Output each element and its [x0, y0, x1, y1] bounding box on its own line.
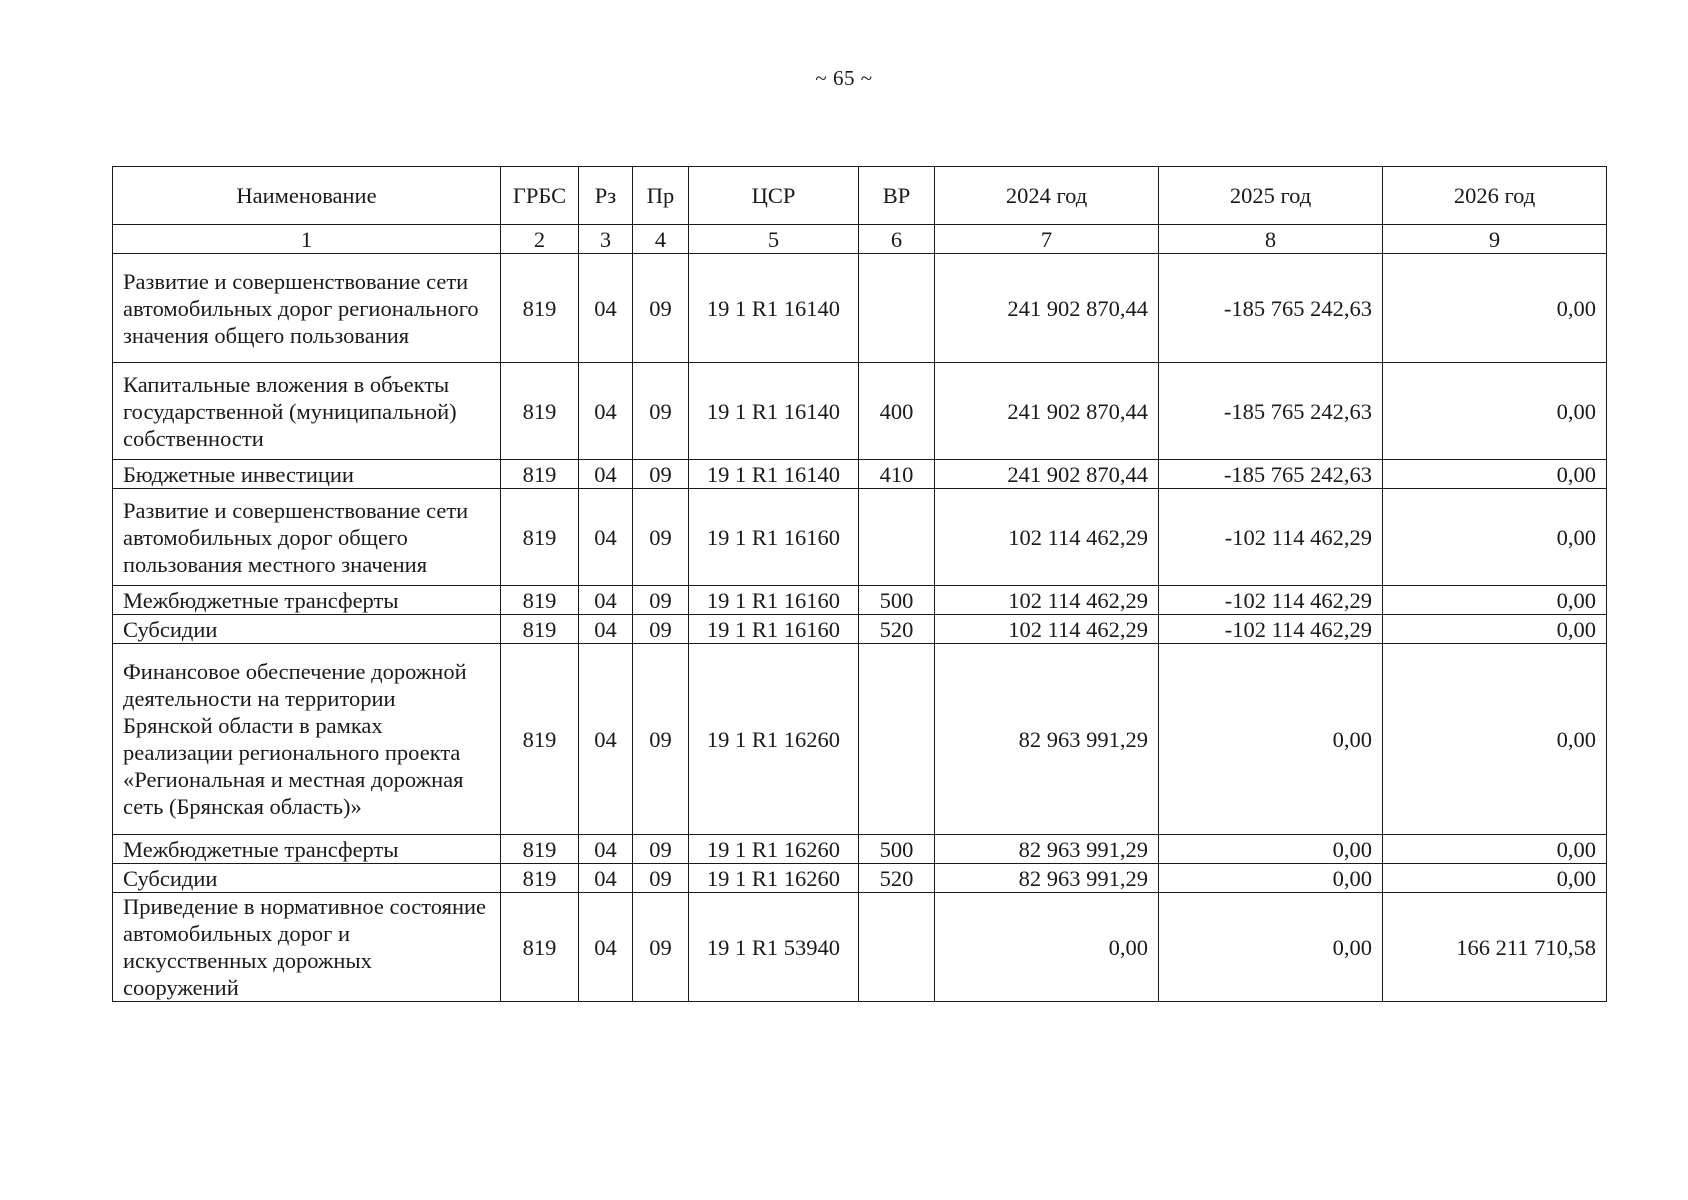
row-grbs: 819 — [501, 460, 579, 489]
column-number-row — [113, 225, 1607, 254]
row-grbs: 819 — [501, 893, 579, 1002]
row-grbs: 819 — [501, 835, 579, 864]
row-csr: 19 1 R1 16260 — [689, 835, 859, 864]
row-csr: 19 1 R1 16140 — [689, 460, 859, 489]
row-grbs: 819 — [501, 489, 579, 586]
row-grbs: 819 — [501, 254, 579, 363]
table-row — [113, 893, 1607, 1002]
row-csr: 19 1 R1 16140 — [689, 254, 859, 363]
row-name: Приведение в нормативное состояние автомобильных дорог и искусственных дорожных сооружений — [113, 893, 501, 1002]
row-2026: 0,00 — [1383, 615, 1607, 644]
row-rz: 04 — [579, 644, 633, 835]
column-number: 6 — [859, 225, 935, 254]
row-2026: 0,00 — [1383, 864, 1607, 893]
row-rz: 04 — [579, 460, 633, 489]
row-grbs: 819 — [501, 586, 579, 615]
row-rz: 04 — [579, 489, 633, 586]
row-rz: 04 — [579, 864, 633, 893]
row-2025: -185 765 242,63 — [1159, 460, 1383, 489]
row-name: Бюджетные инвестиции — [113, 460, 501, 489]
header-2026: 2026 год — [1383, 167, 1607, 225]
row-rz: 04 — [579, 615, 633, 644]
column-number: 9 — [1383, 225, 1607, 254]
row-2024: 102 114 462,29 — [935, 615, 1159, 644]
row-pr: 09 — [633, 615, 689, 644]
row-rz: 04 — [579, 835, 633, 864]
row-2024: 241 902 870,44 — [935, 460, 1159, 489]
row-grbs: 819 — [501, 363, 579, 460]
table-row — [113, 363, 1607, 460]
row-vr: 400 — [859, 363, 935, 460]
row-2024: 0,00 — [935, 893, 1159, 1002]
row-2025: 0,00 — [1159, 644, 1383, 835]
column-number: 7 — [935, 225, 1159, 254]
header-2024: 2024 год — [935, 167, 1159, 225]
column-number: 2 — [501, 225, 579, 254]
row-csr: 19 1 R1 16260 — [689, 864, 859, 893]
row-2025: 0,00 — [1159, 835, 1383, 864]
table-row — [113, 460, 1607, 489]
row-vr: 520 — [859, 615, 935, 644]
header-vr: ВР — [859, 167, 935, 225]
row-2025: 0,00 — [1159, 893, 1383, 1002]
row-2026: 166 211 710,58 — [1383, 893, 1607, 1002]
row-2024: 82 963 991,29 — [935, 644, 1159, 835]
row-grbs: 819 — [501, 615, 579, 644]
row-csr: 19 1 R1 16140 — [689, 363, 859, 460]
row-2026: 0,00 — [1383, 254, 1607, 363]
row-pr: 09 — [633, 644, 689, 835]
row-2025: -185 765 242,63 — [1159, 254, 1383, 363]
row-2025: -102 114 462,29 — [1159, 489, 1383, 586]
row-2026: 0,00 — [1383, 586, 1607, 615]
row-rz: 04 — [579, 254, 633, 363]
row-2025: 0,00 — [1159, 864, 1383, 893]
header-csr: ЦСР — [689, 167, 859, 225]
row-2024: 82 963 991,29 — [935, 835, 1159, 864]
header-row — [113, 167, 1607, 225]
row-name: Развитие и совершенствование сети автомобильных дорог регионального значения общего пользования — [113, 254, 501, 363]
table-row — [113, 586, 1607, 615]
row-pr: 09 — [633, 586, 689, 615]
row-name: Субсидии — [113, 864, 501, 893]
row-2024: 102 114 462,29 — [935, 586, 1159, 615]
row-rz: 04 — [579, 586, 633, 615]
table-row — [113, 615, 1607, 644]
table-row — [113, 835, 1607, 864]
row-vr: 520 — [859, 864, 935, 893]
row-vr: 410 — [859, 460, 935, 489]
row-vr: 500 — [859, 586, 935, 615]
row-pr: 09 — [633, 489, 689, 586]
row-pr: 09 — [633, 254, 689, 363]
row-rz: 04 — [579, 363, 633, 460]
table-row — [113, 864, 1607, 893]
column-number: 5 — [689, 225, 859, 254]
table-row — [113, 489, 1607, 586]
row-vr — [859, 644, 935, 835]
row-pr: 09 — [633, 864, 689, 893]
column-number: 3 — [579, 225, 633, 254]
row-2026: 0,00 — [1383, 835, 1607, 864]
row-pr: 09 — [633, 893, 689, 1002]
row-2024: 82 963 991,29 — [935, 864, 1159, 893]
row-2025: -185 765 242,63 — [1159, 363, 1383, 460]
table-row — [113, 644, 1607, 835]
budget-table — [112, 166, 1607, 1002]
row-2025: -102 114 462,29 — [1159, 586, 1383, 615]
row-name: Субсидии — [113, 615, 501, 644]
row-name: Межбюджетные трансферты — [113, 835, 501, 864]
header-2025: 2025 год — [1159, 167, 1383, 225]
row-csr: 19 1 R1 16160 — [689, 615, 859, 644]
row-pr: 09 — [633, 460, 689, 489]
row-pr: 09 — [633, 363, 689, 460]
row-vr: 500 — [859, 835, 935, 864]
header-name: Наименование — [113, 167, 501, 225]
row-name: Развитие и совершенствование сети автомобильных дорог общего пользования местного значения — [113, 489, 501, 586]
header-grbs: ГРБС — [501, 167, 579, 225]
row-2024: 241 902 870,44 — [935, 363, 1159, 460]
row-2026: 0,00 — [1383, 489, 1607, 586]
row-name: Капитальные вложения в объекты государственной (муниципальной) собственности — [113, 363, 501, 460]
column-number: 8 — [1159, 225, 1383, 254]
row-2026: 0,00 — [1383, 644, 1607, 835]
row-rz: 04 — [579, 893, 633, 1002]
table-row — [113, 254, 1607, 363]
column-number: 1 — [113, 225, 501, 254]
row-pr: 09 — [633, 835, 689, 864]
row-name: Финансовое обеспечение дорожной деятельности на территории Брянской области в рамках реализации регионального проекта «Региональная и местная дорожная сеть (Брянская область)» — [113, 644, 501, 835]
row-csr: 19 1 R1 53940 — [689, 893, 859, 1002]
row-grbs: 819 — [501, 644, 579, 835]
column-number: 4 — [633, 225, 689, 254]
row-vr — [859, 893, 935, 1002]
page-number: ~ 65 ~ — [815, 66, 873, 90]
row-2025: -102 114 462,29 — [1159, 615, 1383, 644]
row-2026: 0,00 — [1383, 363, 1607, 460]
row-name: Межбюджетные трансферты — [113, 586, 501, 615]
header-rz: Рз — [579, 167, 633, 225]
row-2024: 241 902 870,44 — [935, 254, 1159, 363]
row-grbs: 819 — [501, 864, 579, 893]
row-vr — [859, 254, 935, 363]
row-csr: 19 1 R1 16160 — [689, 489, 859, 586]
row-2024: 102 114 462,29 — [935, 489, 1159, 586]
header-pr: Пр — [633, 167, 689, 225]
row-csr: 19 1 R1 16160 — [689, 586, 859, 615]
row-vr — [859, 489, 935, 586]
row-csr: 19 1 R1 16260 — [689, 644, 859, 835]
row-2026: 0,00 — [1383, 460, 1607, 489]
